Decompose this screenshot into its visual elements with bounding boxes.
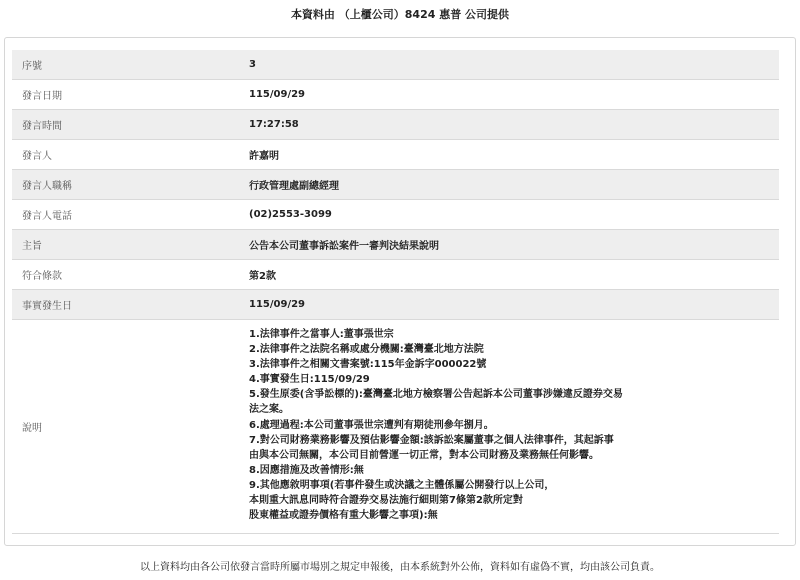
row-label: 發言時間 <box>22 121 62 132</box>
row-label: 發言人職稱 <box>22 181 72 192</box>
row-value: 第2款 <box>249 271 276 282</box>
table-row-event-date <box>12 290 779 320</box>
description-line: 股東權益或證券價格有重大影響之事項):無 <box>249 510 438 522</box>
row-value: (02)2553-3099 <box>249 209 332 220</box>
row-label: 符合條款 <box>22 271 62 282</box>
description-line: 法之案。 <box>249 404 289 416</box>
announcement-card <box>4 37 796 546</box>
table-row-clause <box>12 260 779 290</box>
row-label: 發言人 <box>22 151 52 162</box>
description-line: 7.對公司財務業務影響及預估影響金額:該訴訟案屬董事之個人法律事件，其起訴事 <box>249 434 614 446</box>
page-title: 本資料由 （上櫃公司）8424 惠普 公司提供 <box>290 8 510 21</box>
announcement-table <box>12 50 779 534</box>
row-value: 115/09/29 <box>249 299 306 310</box>
row-label: 序號 <box>22 61 42 72</box>
description-line: 9.其他應敘明事項(若事件發生或決議之主體係屬公開發行以上公司， <box>249 479 555 491</box>
row-value: 3 <box>249 59 256 70</box>
row-value: 公告本公司董事訴訟案件一審判決結果說明 <box>249 241 439 252</box>
row-label: 事實發生日 <box>22 301 72 312</box>
description-line: 由與本公司無關，本公司目前營運一切正常，對本公司財務及業務無任何影響。 <box>249 449 599 461</box>
description-line: 8.因應措施及改善情形:無 <box>249 464 364 476</box>
row-value: 行政管理處副總經理 <box>249 181 339 192</box>
table-row-title <box>12 170 779 200</box>
row-label: 主旨 <box>22 241 42 252</box>
description-line: 3.法律事件之相關文書案號:115年金訴字000022號 <box>249 359 487 371</box>
table-row-time <box>12 110 779 140</box>
table-row-subject <box>12 230 779 260</box>
row-label: 發言人電話 <box>22 211 72 222</box>
description-text <box>241 320 779 533</box>
description-line: 本則重大訊息同時符合證券交易法施行細則第7條第2款所定對 <box>249 495 523 507</box>
table-row-serial <box>12 50 779 80</box>
table-row-date <box>12 80 779 110</box>
table-row-phone <box>12 200 779 230</box>
row-value: 許嘉明 <box>249 151 279 162</box>
row-value: 17:27:58 <box>249 119 299 130</box>
description-line: 4.事實發生日:115/09/29 <box>249 374 370 386</box>
table-row-description <box>12 320 779 534</box>
description-line: 2.法律事件之法院名稱或處分機關:臺灣臺北地方法院 <box>249 344 484 356</box>
row-value: 115/09/29 <box>249 89 306 100</box>
description-line: 6.處理過程:本公司董事張世宗遭判有期徒刑參年捌月。 <box>249 419 494 431</box>
description-line: 5.發生原委(含爭訟標的):臺灣臺北地方檢察署公告起訴本公司董事涉嫌違反證券交易 <box>249 389 623 401</box>
description-line: 1.法律事件之當事人:董事張世宗 <box>249 329 394 340</box>
row-label: 發言日期 <box>22 91 62 102</box>
disclaimer-footer: 以上資料均由各公司依發言當時所屬市場別之規定申報後，由本系統對外公佈，資料如有虛偽不實，均由該公司負責。 <box>140 562 660 573</box>
row-label: 說明 <box>22 423 42 434</box>
table-row-spokesperson <box>12 140 779 170</box>
